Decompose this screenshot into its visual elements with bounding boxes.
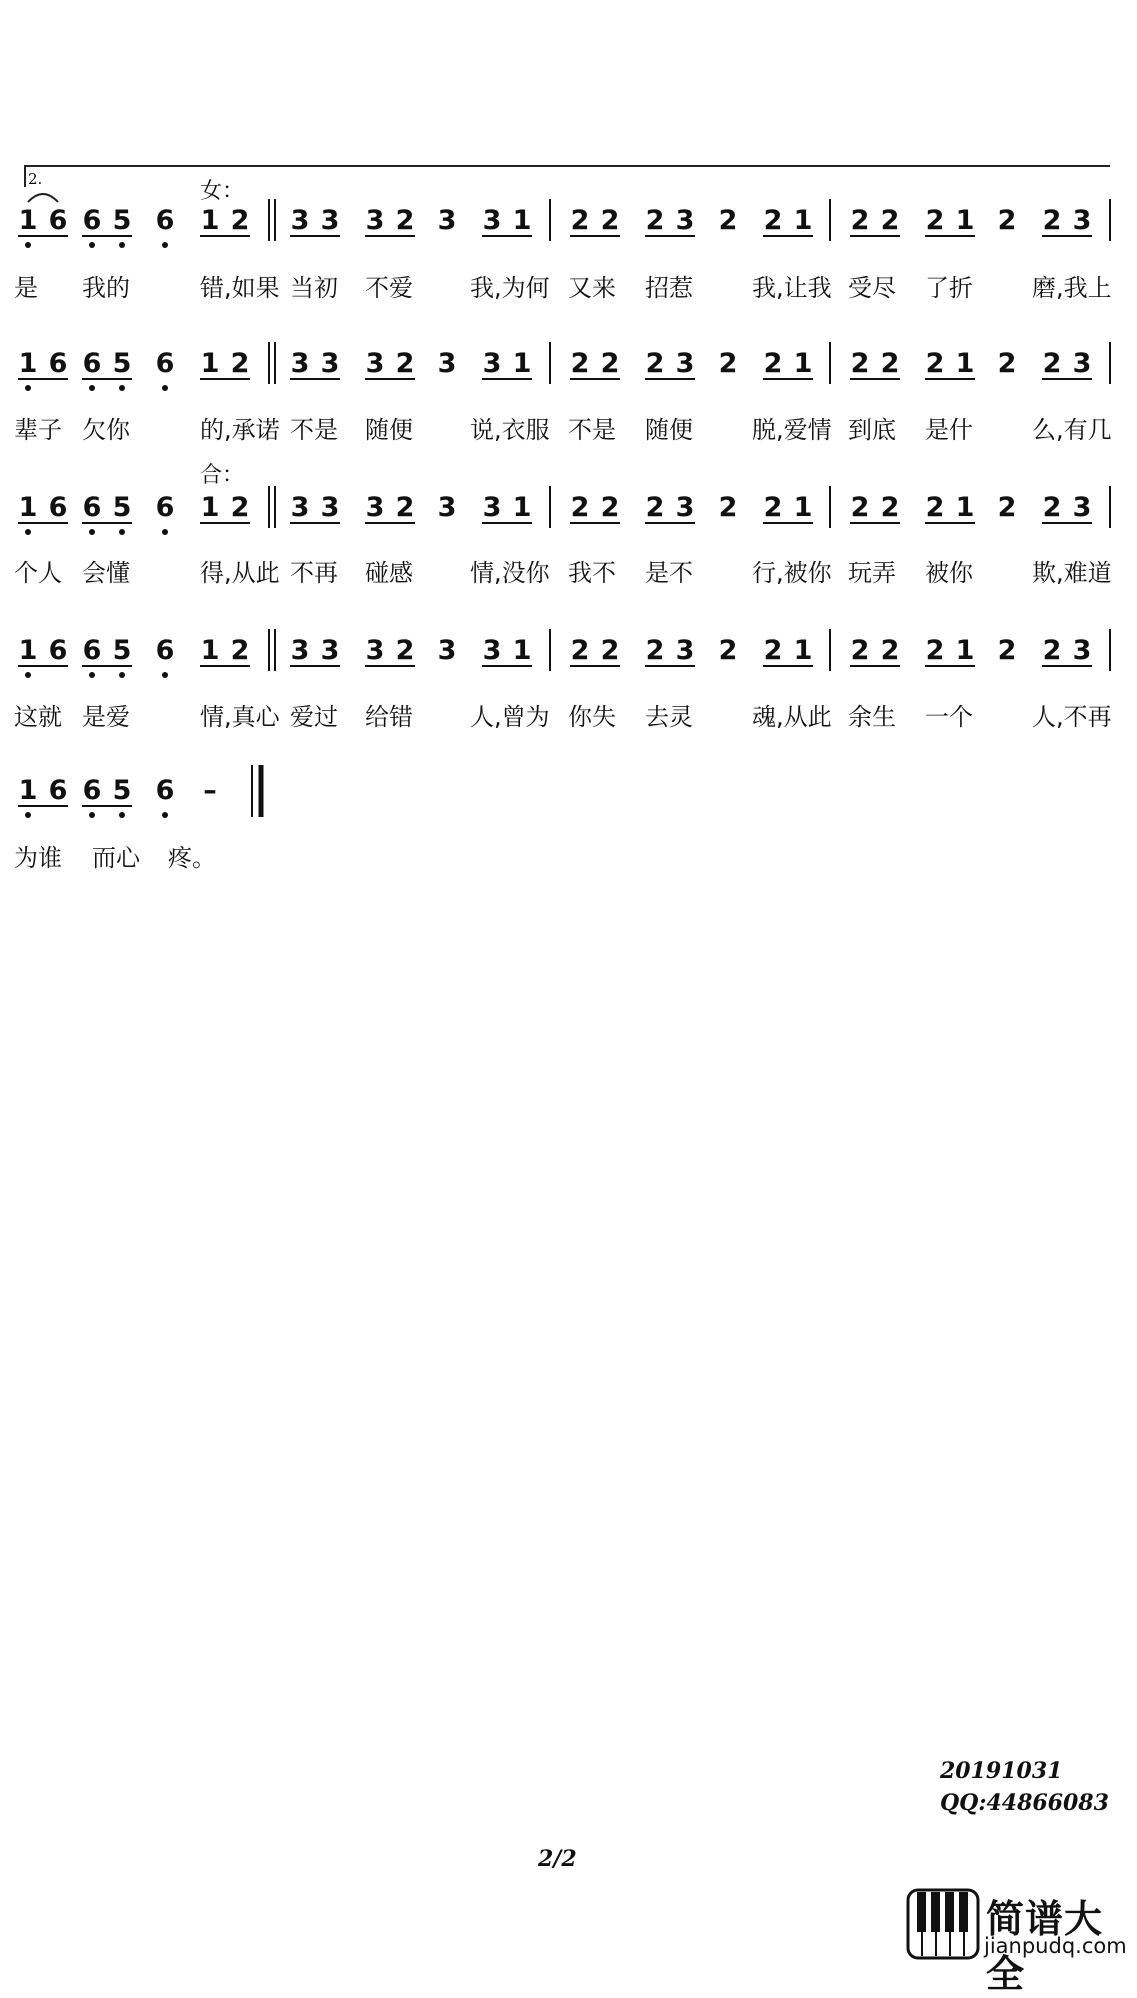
note-digit: 2 — [763, 635, 783, 666]
qq-contact: QQ:44866083 — [940, 1790, 1109, 1816]
note-digit: 6 — [48, 775, 68, 806]
octave-dot — [89, 812, 95, 818]
octave-dot — [89, 242, 95, 248]
page-number: 2/2 — [538, 1846, 577, 1872]
note-digit: 2 — [600, 492, 620, 523]
note-digit: 6 — [48, 348, 68, 379]
note-digit: 1 — [512, 205, 532, 236]
note-digit: 6 — [82, 775, 102, 806]
lyric-syllable: 辈子 — [14, 416, 62, 444]
octave-dot — [89, 529, 95, 535]
lyric-line — [0, 410, 1137, 446]
lyric-syllable: 错,如果 — [200, 274, 280, 302]
note-digit: 2 — [763, 492, 783, 523]
note-digit: 5 — [112, 492, 132, 523]
staff-svg — [0, 765, 1137, 825]
lyric-syllable: 到底 — [848, 416, 896, 444]
lyric-syllable: 人,不再 — [1032, 703, 1112, 731]
lyric-syllable: 个人 — [14, 559, 62, 587]
note-digit: 3 — [290, 635, 310, 666]
note-digit: 3 — [290, 492, 310, 523]
note-digit: 1 — [793, 205, 813, 236]
note-digit: 2 — [230, 348, 250, 379]
octave-dot — [162, 529, 168, 535]
lyric-syllable: 我的 — [82, 274, 130, 302]
note-digit: 3 — [482, 205, 502, 236]
staff-system — [0, 482, 1137, 542]
note-digit: 2 — [850, 635, 870, 666]
note-digit: 3 — [1072, 348, 1092, 379]
note-digit: 2 — [230, 205, 250, 236]
note-digit: 2 — [718, 635, 738, 666]
note-digit: 2 — [1042, 635, 1062, 666]
note-digit: 3 — [365, 205, 385, 236]
note-digit: 3 — [1072, 635, 1092, 666]
lyric-syllable: 又来 — [568, 274, 616, 302]
octave-dot — [89, 672, 95, 678]
note-digit: 6 — [155, 205, 175, 236]
note-digit: 1 — [18, 635, 38, 666]
date-stamp: 20191031 — [940, 1758, 1063, 1784]
note-digit: 6 — [48, 635, 68, 666]
note-digit: 1 — [955, 205, 975, 236]
lyric-syllable: 爱过 — [290, 703, 338, 731]
note-digit: 3 — [320, 492, 340, 523]
note-digit: 3 — [437, 492, 457, 523]
note-digit: 2 — [570, 205, 590, 236]
note-digit: 6 — [82, 492, 102, 523]
octave-dot — [119, 529, 125, 535]
staff-system — [0, 338, 1137, 398]
lyric-syllable: 这就 — [14, 703, 62, 731]
note-digit: 2 — [850, 205, 870, 236]
octave-dot — [162, 242, 168, 248]
note-digit: 2 — [230, 492, 250, 523]
lyric-syllable: 一个 — [925, 703, 973, 731]
volta-bracket — [24, 165, 1110, 167]
lyric-syllable: 脱,爱情 — [752, 416, 832, 444]
note-digit: 3 — [320, 635, 340, 666]
note-digit: 2 — [600, 348, 620, 379]
note-digit: 3 — [290, 205, 310, 236]
note-digit: 2 — [1042, 205, 1062, 236]
note-digit: 1 — [793, 635, 813, 666]
lyric-syllable: 情,真心 — [200, 703, 280, 731]
note-digit: 1 — [200, 635, 220, 666]
octave-dot — [162, 385, 168, 391]
staff-svg — [0, 482, 1137, 542]
note-digit: 3 — [675, 205, 695, 236]
note-digit: 2 — [570, 348, 590, 379]
logo-url: jianpudq.com — [984, 1934, 1127, 1958]
volta-bracket-start — [24, 165, 26, 187]
note-digit: 2 — [570, 635, 590, 666]
note-digit: 1 — [793, 492, 813, 523]
lyric-syllable: 疼。 — [168, 844, 216, 872]
note-digit: 6 — [48, 492, 68, 523]
lyric-line — [0, 697, 1137, 733]
octave-dot — [119, 672, 125, 678]
note-digit: 2 — [880, 348, 900, 379]
lyric-syllable: 不再 — [290, 559, 338, 587]
note-digit: 1 — [18, 205, 38, 236]
piano-keys-icon — [906, 1888, 980, 1960]
lyric-syllable: 随便 — [645, 416, 693, 444]
note-digit: 2 — [997, 635, 1017, 666]
note-digit: 3 — [1072, 205, 1092, 236]
note-digit: 3 — [365, 348, 385, 379]
lyric-syllable: 磨,我上 — [1032, 274, 1112, 302]
note-digit: 3 — [1072, 492, 1092, 523]
note-digit: 2 — [645, 492, 665, 523]
note-digit: 2 — [763, 348, 783, 379]
note-digit: 6 — [155, 492, 175, 523]
lyric-line — [0, 553, 1137, 589]
lyric-syllable: 玩弄 — [848, 559, 896, 587]
note-digit: 2 — [763, 205, 783, 236]
lyric-syllable: 么,有几 — [1032, 416, 1112, 444]
note-digit: 1 — [200, 205, 220, 236]
lyric-syllable: 说,衣服 — [470, 416, 550, 444]
note-digit: 2 — [925, 348, 945, 379]
note-digit: 2 — [1042, 348, 1062, 379]
note-digit: 6 — [48, 205, 68, 236]
note-digit: 1 — [955, 635, 975, 666]
lyric-syllable: 欺,难道 — [1032, 559, 1112, 587]
marker-female: 女： — [200, 179, 245, 204]
marker-chorus: 合： — [200, 463, 245, 488]
note-digit: 3 — [365, 492, 385, 523]
lyric-syllable: 不是 — [290, 416, 338, 444]
staff-svg — [0, 338, 1137, 398]
staff-svg — [0, 195, 1137, 255]
note-digit: 2 — [600, 205, 620, 236]
octave-dot — [25, 385, 31, 391]
note-digit: 1 — [793, 348, 813, 379]
lyric-syllable: 是爱 — [82, 703, 130, 731]
lyric-syllable: 会懂 — [82, 559, 130, 587]
octave-dot — [119, 812, 125, 818]
lyric-syllable: 欠你 — [82, 416, 130, 444]
volta-label: 2. — [28, 170, 43, 188]
note-digit: 2 — [645, 205, 665, 236]
note-digit: 2 — [880, 635, 900, 666]
staff-svg — [0, 625, 1137, 685]
note-digit: 6 — [82, 205, 102, 236]
lyric-syllable: 是 — [14, 274, 38, 302]
octave-dot — [119, 242, 125, 248]
note-digit: 2 — [645, 348, 665, 379]
note-digit: 1 — [18, 492, 38, 523]
note-digit: 3 — [320, 348, 340, 379]
note-digit: 1 — [955, 492, 975, 523]
note-digit: 2 — [718, 348, 738, 379]
note-digit: 2 — [850, 348, 870, 379]
note-digit: 2 — [997, 492, 1017, 523]
lyric-line — [0, 268, 1137, 304]
lyric-syllable: 魂,从此 — [752, 703, 832, 731]
note-digit: 2 — [718, 205, 738, 236]
octave-dot — [89, 385, 95, 391]
note-digit: 6 — [155, 635, 175, 666]
note-digit: 3 — [437, 635, 457, 666]
note-digit: 2 — [850, 492, 870, 523]
lyric-syllable: 随便 — [365, 416, 413, 444]
lyric-syllable: 的,承诺 — [200, 416, 280, 444]
note-digit: 1 — [955, 348, 975, 379]
lyric-syllable: 我不 — [568, 559, 616, 587]
note-digit: 1 — [200, 492, 220, 523]
note-digit: 1 — [512, 492, 532, 523]
lyric-syllable: 而心 — [92, 844, 140, 872]
staff-system — [0, 195, 1137, 255]
lyric-syllable: 被你 — [925, 559, 973, 587]
note-digit: 2 — [600, 635, 620, 666]
lyric-syllable: 给错 — [365, 703, 413, 731]
note-digit: 3 — [675, 492, 695, 523]
note-digit: 1 — [200, 348, 220, 379]
note-digit: 2 — [395, 492, 415, 523]
note-digit: 5 — [112, 205, 132, 236]
note-digit: 2 — [997, 205, 1017, 236]
note-digit: 6 — [155, 348, 175, 379]
octave-dot — [162, 672, 168, 678]
note-digit: 2 — [645, 635, 665, 666]
lyric-line — [0, 838, 1137, 874]
lyric-syllable: 情,没你 — [470, 559, 550, 587]
note-digit: 5 — [112, 348, 132, 379]
note-digit: 1 — [512, 635, 532, 666]
octave-dot — [25, 812, 31, 818]
lyric-syllable: 了折 — [925, 274, 973, 302]
octave-dot — [119, 385, 125, 391]
note-digit: 5 — [112, 775, 132, 806]
note-digit: 2 — [880, 492, 900, 523]
note-digit: 1 — [18, 348, 38, 379]
note-digit: 2 — [718, 492, 738, 523]
note-digit: 6 — [82, 348, 102, 379]
lyric-syllable: 我,让我 — [752, 274, 832, 302]
note-digit: 6 — [82, 635, 102, 666]
note-digit: 2 — [880, 205, 900, 236]
logo-title: 简谱大全 — [986, 1897, 1104, 1996]
note-digit: 3 — [290, 348, 310, 379]
note-digit: 2 — [997, 348, 1017, 379]
note-digit: 2 — [230, 635, 250, 666]
lyric-syllable: 受尽 — [848, 274, 896, 302]
lyric-syllable: 去灵 — [645, 703, 693, 731]
note-digit: 3 — [482, 348, 502, 379]
octave-dot — [25, 672, 31, 678]
lyric-syllable: 你失 — [568, 703, 616, 731]
lyric-syllable: 行,被你 — [752, 559, 832, 587]
staff-system — [0, 625, 1137, 685]
lyric-syllable: 我,为何 — [470, 274, 550, 302]
lyric-syllable: 当初 — [290, 274, 338, 302]
note-digit: 1 — [512, 348, 532, 379]
note-digit: 6 — [155, 775, 175, 806]
note-digit: 3 — [675, 348, 695, 379]
note-digit: 3 — [365, 635, 385, 666]
note-digit: 3 — [482, 492, 502, 523]
note-digit: 2 — [395, 205, 415, 236]
note-digit: 2 — [925, 635, 945, 666]
octave-dot — [25, 242, 31, 248]
note-digit: 5 — [112, 635, 132, 666]
staff-system — [0, 765, 1137, 825]
lyric-syllable: 是不 — [645, 559, 693, 587]
note-digit: 2 — [570, 492, 590, 523]
note-digit: 3 — [675, 635, 695, 666]
lyric-syllable: 人,曾为 — [470, 703, 550, 731]
lyric-syllable: 余生 — [848, 703, 896, 731]
lyric-syllable: 得,从此 — [200, 559, 280, 587]
octave-dot — [162, 812, 168, 818]
octave-dot — [25, 529, 31, 535]
site-logo — [906, 1888, 1132, 1996]
lyric-syllable: 碰感 — [365, 559, 413, 587]
note-digit: 3 — [320, 205, 340, 236]
note-digit: – — [203, 775, 217, 806]
note-digit: 2 — [395, 348, 415, 379]
lyric-syllable: 不爱 — [365, 274, 413, 302]
note-digit: 2 — [925, 492, 945, 523]
lyric-syllable: 不是 — [568, 416, 616, 444]
note-digit: 3 — [482, 635, 502, 666]
note-digit: 2 — [395, 635, 415, 666]
note-digit: 2 — [1042, 492, 1062, 523]
lyric-syllable: 为谁 — [14, 844, 62, 872]
note-digit: 2 — [925, 205, 945, 236]
note-digit: 3 — [437, 205, 457, 236]
note-digit: 3 — [437, 348, 457, 379]
lyric-syllable: 是什 — [925, 416, 973, 444]
lyric-syllable: 招惹 — [645, 274, 693, 302]
note-digit: 1 — [18, 775, 38, 806]
